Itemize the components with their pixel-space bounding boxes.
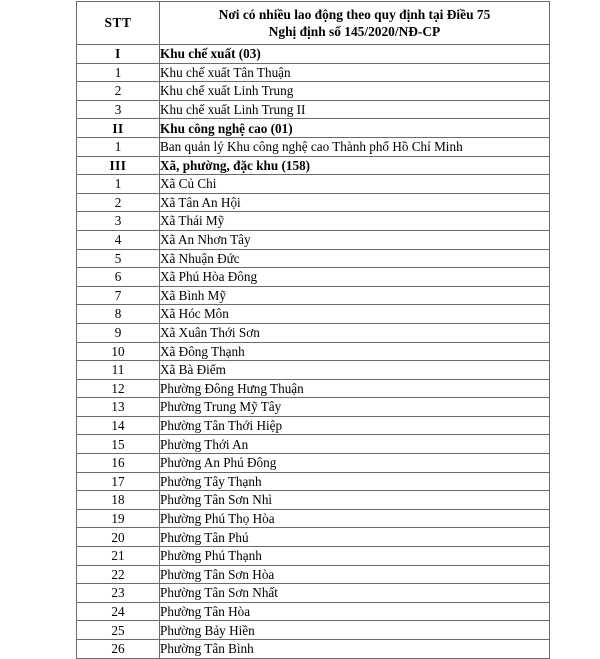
cell-stt: 23 [77, 584, 160, 603]
table-row [77, 268, 550, 287]
cell-stt: 22 [77, 565, 160, 584]
table-row [77, 584, 550, 603]
cell-stt: 15 [77, 435, 160, 454]
cell-place: Khu công nghệ cao (01) [160, 119, 550, 138]
cell-place: Xã Nhuận Đức [160, 249, 550, 268]
table-header [77, 2, 550, 45]
cell-stt: 13 [77, 398, 160, 417]
table-row [77, 472, 550, 491]
cell-place: Xã Bà Điểm [160, 361, 550, 380]
table-row [77, 602, 550, 621]
cell-place: Ban quản lý Khu công nghệ cao Thành phố Hồ Chí Minh [160, 137, 550, 156]
cell-stt: 11 [77, 361, 160, 380]
cell-stt: 18 [77, 491, 160, 510]
cell-stt: 5 [77, 249, 160, 268]
cell-place: Phường Tân Sơn Hòa [160, 565, 550, 584]
cell-stt: 1 [77, 137, 160, 156]
table-row [77, 379, 550, 398]
cell-stt: 25 [77, 621, 160, 640]
cell-place: Xã Hóc Môn [160, 305, 550, 324]
cell-stt: 8 [77, 305, 160, 324]
cell-stt: 26 [77, 640, 160, 659]
cell-place: Xã Thái Mỹ [160, 212, 550, 231]
cell-place: Phường Thới An [160, 435, 550, 454]
cell-place: Khu chế xuất Linh Trung [160, 82, 550, 101]
column-header-place [160, 2, 550, 45]
cell-stt: 2 [77, 82, 160, 101]
cell-place: Phường Tây Thạnh [160, 472, 550, 491]
table-row [77, 547, 550, 566]
cell-stt: 1 [77, 175, 160, 194]
table-row [77, 398, 550, 417]
cell-place: Phường Trung Mỹ Tây [160, 398, 550, 417]
cell-place: Phường Tân Sơn Nhì [160, 491, 550, 510]
table-row [77, 454, 550, 473]
cell-stt: 16 [77, 454, 160, 473]
cell-stt: 12 [77, 379, 160, 398]
cell-place: Xã Củ Chi [160, 175, 550, 194]
cell-place: Xã Tân An Hội [160, 193, 550, 212]
cell-place: Xã Phú Hòa Đông [160, 268, 550, 287]
table-row [77, 137, 550, 156]
cell-stt: 3 [77, 100, 160, 119]
cell-stt: I [77, 45, 160, 64]
table-row [77, 342, 550, 361]
cell-stt: 20 [77, 528, 160, 547]
cell-place: Phường Tân Bình [160, 640, 550, 659]
table-header-row [77, 2, 550, 45]
cell-stt: 3 [77, 212, 160, 231]
cell-stt: II [77, 119, 160, 138]
table-row [77, 491, 550, 510]
cell-stt: 21 [77, 547, 160, 566]
cell-stt: 10 [77, 342, 160, 361]
table-row [77, 416, 550, 435]
cell-stt: 2 [77, 193, 160, 212]
table-section-row [77, 156, 550, 175]
table-row [77, 640, 550, 659]
cell-place: Phường Tân Phú [160, 528, 550, 547]
cell-stt: 7 [77, 286, 160, 305]
table-row [77, 509, 550, 528]
cell-place: Xã Bình Mỹ [160, 286, 550, 305]
table-row [77, 175, 550, 194]
cell-stt: III [77, 156, 160, 175]
table-row [77, 249, 550, 268]
cell-place: Xã Xuân Thới Sơn [160, 323, 550, 342]
cell-place: Phường Phú Thạnh [160, 547, 550, 566]
table-row [77, 212, 550, 231]
table-row [77, 286, 550, 305]
cell-stt: 17 [77, 472, 160, 491]
cell-stt: 4 [77, 230, 160, 249]
cell-place: Phường Tân Sơn Nhất [160, 584, 550, 603]
table-row [77, 435, 550, 454]
cell-stt: 1 [77, 63, 160, 82]
cell-place: Xã, phường, đặc khu (158) [160, 156, 550, 175]
cell-stt: 24 [77, 602, 160, 621]
table-row [77, 323, 550, 342]
column-header-place-line2: Nghị định số 145/2020/NĐ-CP [268, 24, 441, 39]
table-row [77, 100, 550, 119]
cell-place: Phường Tân Hòa [160, 602, 550, 621]
table-row [77, 82, 550, 101]
table-row [77, 621, 550, 640]
cell-place: Khu chế xuất (03) [160, 45, 550, 64]
cell-place: Phường Đông Hưng Thuận [160, 379, 550, 398]
cell-place: Xã Đông Thạnh [160, 342, 550, 361]
regulation-table [76, 1, 550, 659]
cell-stt: 6 [77, 268, 160, 287]
table-row [77, 193, 550, 212]
table-row [77, 230, 550, 249]
table-row [77, 361, 550, 380]
table-row [77, 305, 550, 324]
cell-place: Phường Bảy Hiền [160, 621, 550, 640]
table-row [77, 528, 550, 547]
cell-place: Phường An Phú Đông [160, 454, 550, 473]
cell-stt: 14 [77, 416, 160, 435]
table-section-row [77, 45, 550, 64]
column-header-stt: STT [77, 2, 160, 45]
column-header-place-line1: Nơi có nhiều lao động theo quy định tại Điều 75 [218, 6, 491, 22]
table-row [77, 565, 550, 584]
table-body [77, 45, 550, 659]
cell-place: Khu chế xuất Tân Thuận [160, 63, 550, 82]
cell-place: Phường Phú Thọ Hòa [160, 509, 550, 528]
table-section-row [77, 119, 550, 138]
table-row [77, 63, 550, 82]
cell-place: Khu chế xuất Linh Trung II [160, 100, 550, 119]
cell-stt: 9 [77, 323, 160, 342]
cell-place: Xã An Nhơn Tây [160, 230, 550, 249]
cell-place: Phường Tân Thới Hiệp [160, 416, 550, 435]
cell-stt: 19 [77, 509, 160, 528]
